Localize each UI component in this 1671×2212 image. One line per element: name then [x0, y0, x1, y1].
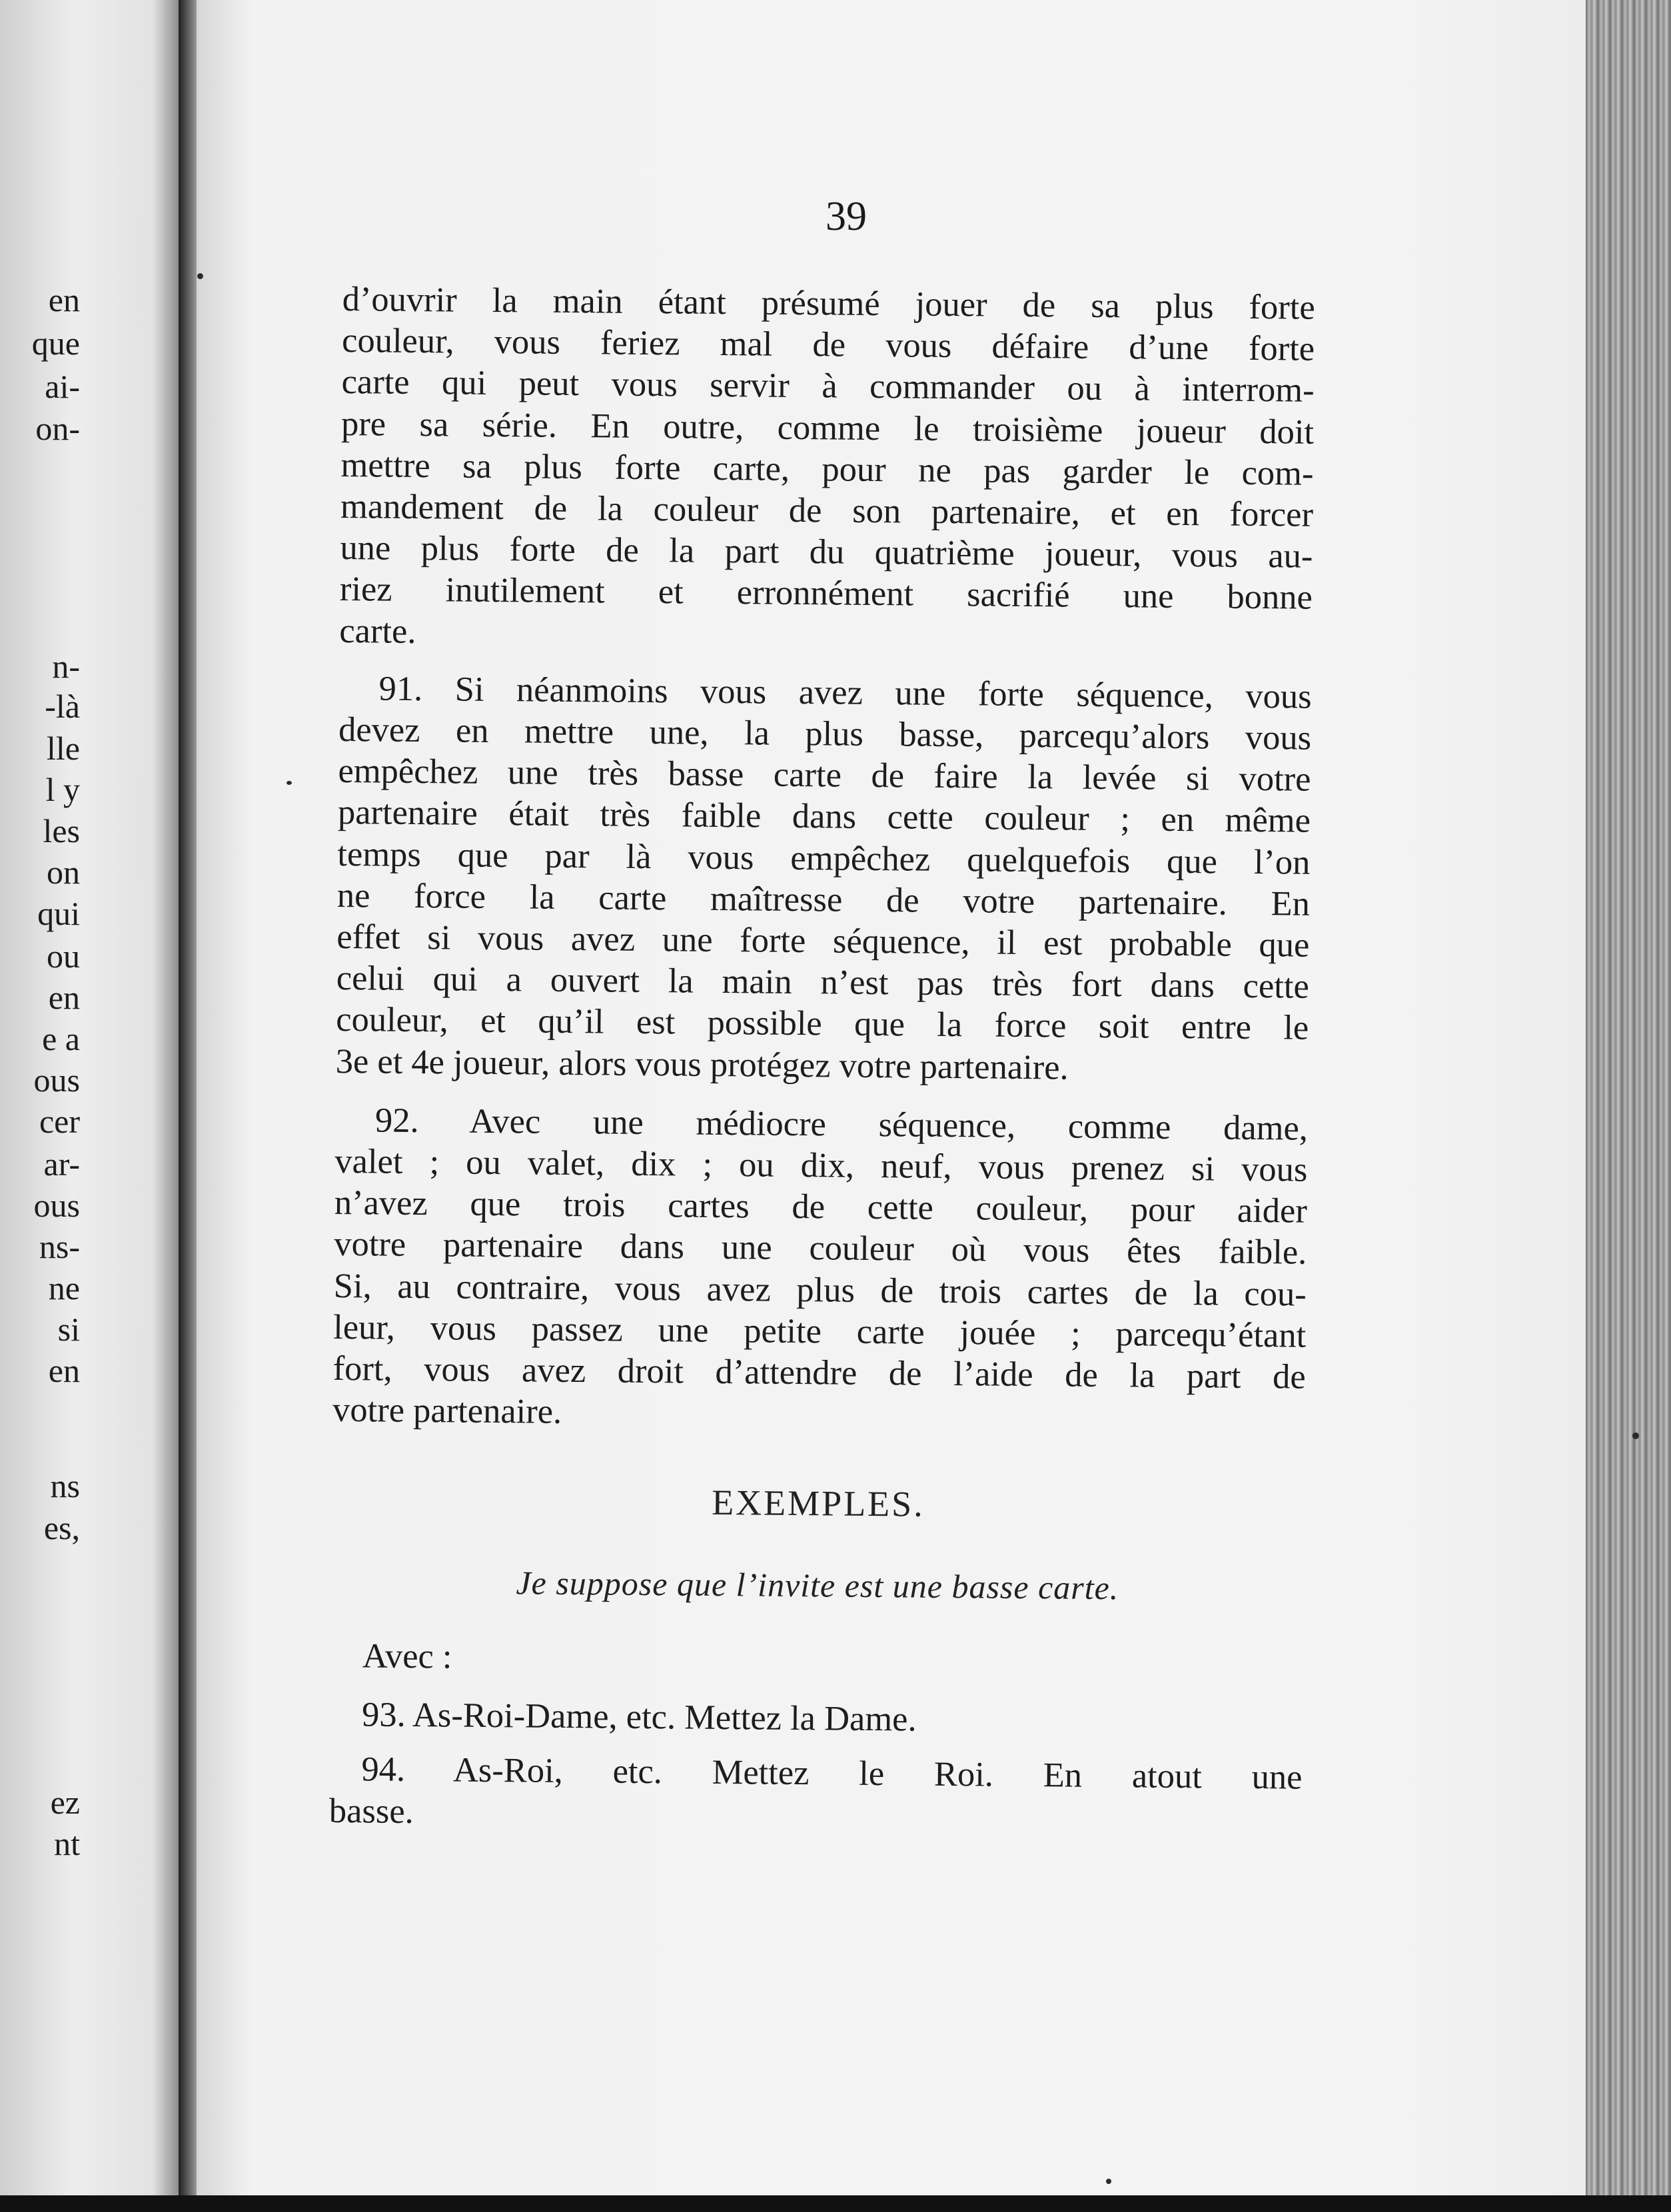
left-page-fragment: lle	[47, 730, 80, 767]
left-page-fragment: on	[47, 853, 80, 891]
left-page-fragment: en	[48, 281, 80, 318]
scan-speck	[1632, 1432, 1639, 1439]
scan-speck	[197, 273, 203, 279]
left-page-fragment: l y	[45, 771, 80, 808]
left-page-fragment: ns	[50, 1467, 80, 1504]
paragraph	[339, 278, 1315, 660]
left-page-fragment: cer	[39, 1103, 80, 1140]
text-line: 3e et 4e joueur, alors vous protégez votre partenaire.	[335, 1041, 1069, 1087]
left-facing-page	[0, 0, 180, 2212]
left-page-fragment: si	[57, 1311, 80, 1348]
section-intro: Je suppose que l’invite est une basse carte.	[516, 1564, 1119, 1606]
left-page-fragment: ou	[47, 937, 80, 975]
section-heading: EXEMPLES.	[711, 1482, 925, 1525]
text-line: ne force la carte maîtresse de votre partenaire. En	[336, 875, 1311, 923]
left-page-fragment: es,	[43, 1509, 80, 1546]
left-page-fragment: que	[31, 324, 80, 362]
text-line: d’ouvrir la main étant présumé jouer de sa plus forte	[342, 279, 1315, 327]
example-93	[330, 1694, 1303, 1744]
scan-speck	[1106, 2179, 1111, 2184]
text-line: 93. As-Roi-Dame, etc. Mettez la Dame.	[361, 1695, 917, 1739]
text-line: pre sa série. En outre, comme le troisième joueur doit	[340, 404, 1315, 452]
text-line: une plus forte de la part du quatrième joueur, vous au-	[340, 528, 1313, 576]
text-line: 91. Si néanmoins vous avez une forte séquence, vous	[378, 669, 1312, 716]
paragraph-91	[335, 668, 1311, 1091]
text-line: devez en mettre une, la plus basse, parcequ’alors vous	[338, 710, 1312, 758]
text-line: n’avez que trois cartes de cette couleur, pour aider	[334, 1183, 1308, 1231]
left-page-fragment: nt	[54, 1825, 80, 1862]
text-line: 92. Avec une médiocre séquence, comme dame,	[374, 1101, 1309, 1148]
left-page-fragment: ous	[33, 1061, 80, 1099]
text-line: effet si vous avez une forte séquence, il est probable que	[336, 917, 1310, 965]
text-line: fort, vous avez droit d’attendre de l’aide de la part de	[332, 1349, 1306, 1396]
left-page-fragment: ns-	[39, 1228, 80, 1265]
left-page-fragment: qui	[37, 895, 80, 932]
page-number: 39	[826, 194, 867, 239]
left-page-fragment: ar-	[43, 1145, 80, 1183]
left-page-fragment: -là	[45, 688, 80, 725]
book-gutter-shadow	[179, 0, 199, 2212]
text-line: valet ; ou valet, dix ; ou dix, neuf, vous prenez si vous	[334, 1142, 1308, 1189]
left-page-fragment: ai-	[45, 368, 80, 405]
page-edges	[1586, 0, 1671, 2212]
text-line: partenaire était très faible dans cette couleur ; en même	[337, 793, 1311, 841]
text-line: votre partenaire.	[332, 1390, 562, 1432]
text-line: couleur, et qu’il est possible que la force soit entre le	[336, 1000, 1309, 1048]
left-page-fragment: en	[48, 979, 80, 1016]
example-94	[329, 1748, 1303, 1840]
text-line: temps que par là vous empêchez quelquefois que l’on	[337, 834, 1311, 882]
text-line: leur, vous passez une petite carte jouée ; parcequ’étant	[333, 1307, 1307, 1355]
scan-border	[0, 2195, 1671, 2212]
text-line: votre partenaire dans une couleur où vous êtes faible.	[334, 1225, 1307, 1273]
left-page-fragment: ous	[33, 1187, 80, 1224]
left-page-fragment: ne	[48, 1269, 80, 1307]
text-line: empêchez une très basse carte de faire la levée si votre	[338, 752, 1311, 799]
text-line: mettre sa plus forte carte, pour ne pas garder le com-	[340, 445, 1314, 493]
text-line: couleur, vous feriez mal de vous défaire d’une forte	[341, 321, 1315, 368]
text-line: carte qui peut vous servir à commander ou à interrom-	[341, 362, 1315, 410]
left-page-fragment: ez	[50, 1784, 80, 1821]
left-page-fragment: les	[43, 812, 80, 849]
text-line: carte.	[339, 611, 416, 651]
text-line: mandement de la couleur de son partenaire, et en forcer	[340, 487, 1314, 534]
left-page-fragment: n-	[52, 648, 80, 685]
text-line: 94. As-Roi, etc. Mettez le Roi. En atout une	[361, 1750, 1303, 1797]
left-page-fragment: on-	[35, 410, 80, 447]
page-body	[329, 278, 1315, 1840]
text-line: basse.	[328, 1791, 414, 1831]
text-line: celui qui a ouvert la main n’est pas très fort dans cette	[336, 959, 1310, 1006]
avec-label: Avec :	[362, 1636, 452, 1676]
paragraph-92	[332, 1099, 1308, 1439]
text-line: Si, au contraire, vous avez plus de trois cartes de la cou-	[333, 1266, 1307, 1314]
left-page-fragment: e a	[42, 1020, 80, 1057]
scan-speck	[286, 781, 292, 785]
left-page-fragment: en	[48, 1352, 80, 1389]
text-line: riez inutilement et erronnément sacrifié une bonne	[339, 570, 1313, 618]
